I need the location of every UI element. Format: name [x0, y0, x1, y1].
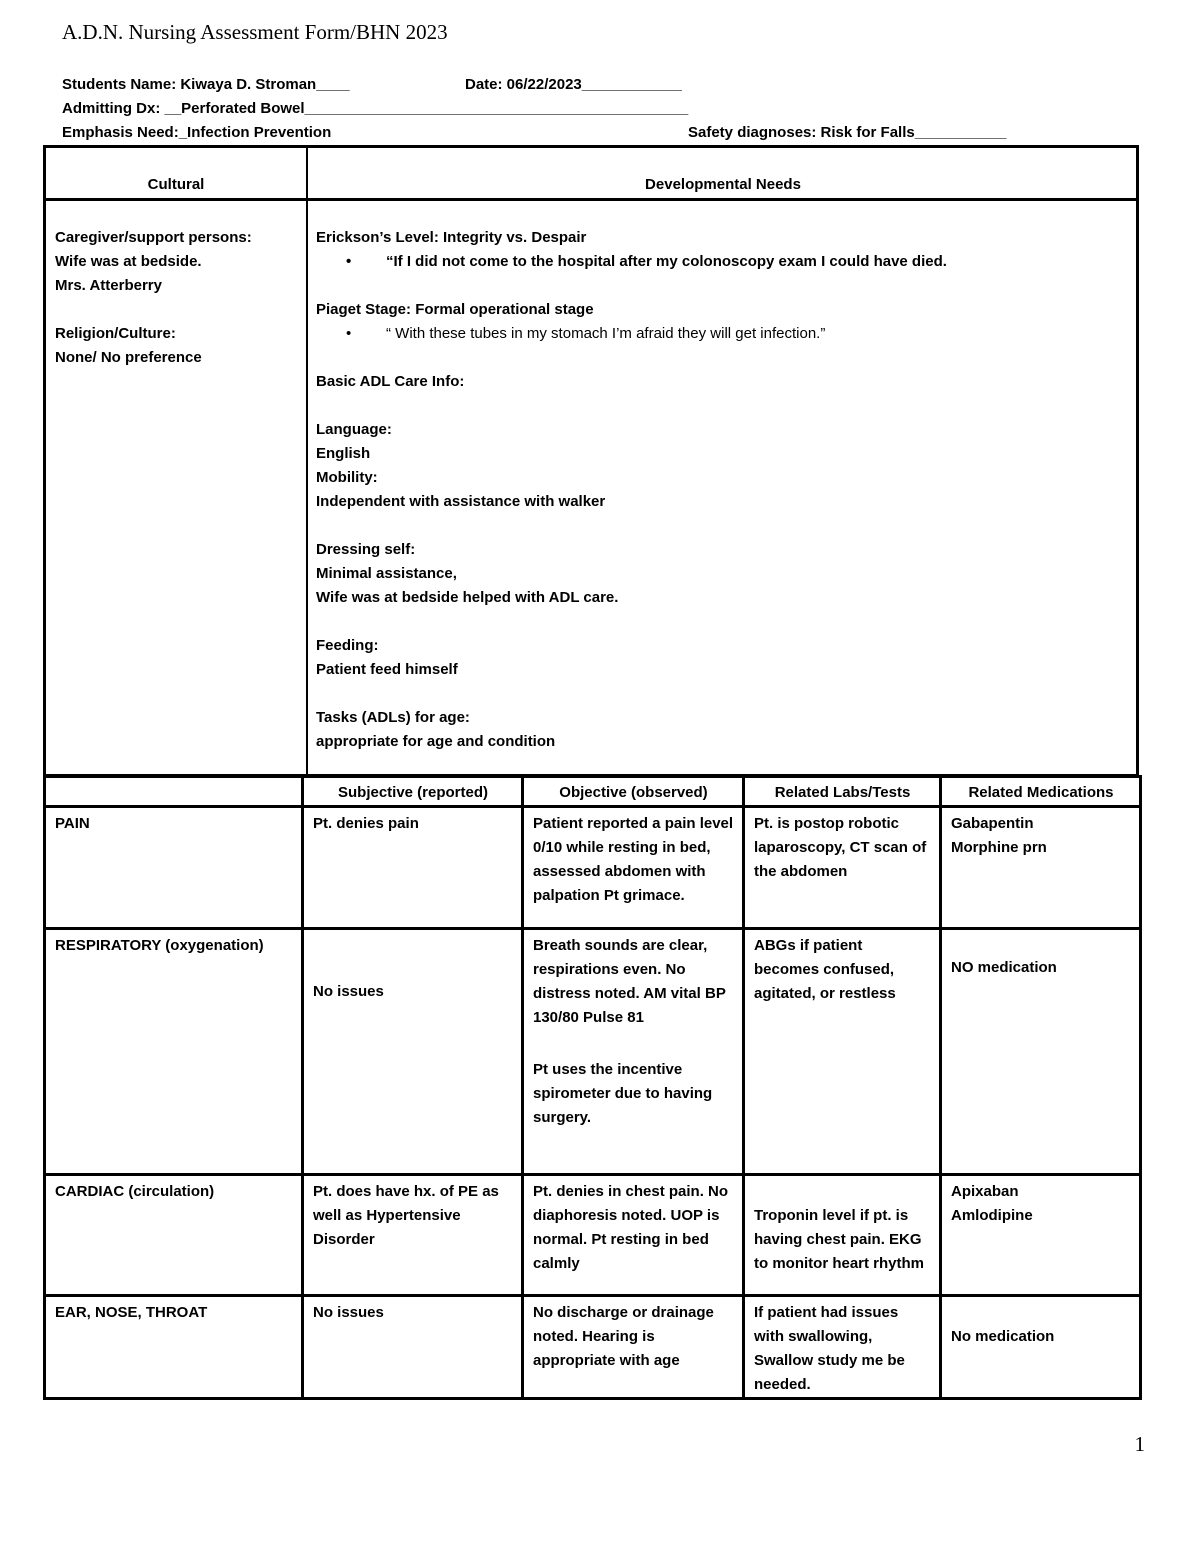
erickson-level: Erickson’s Level: Integrity vs. Despair	[316, 229, 587, 246]
cultural-header: Cultural	[147, 176, 205, 193]
table-row-cardiac	[45, 1175, 1141, 1296]
medications-cell: NO medication	[941, 929, 1141, 1175]
objective-cell	[523, 929, 744, 1175]
objective-cell: No discharge or drainage noted. Hearing is appropriate with age	[523, 1296, 744, 1399]
grid-header-row	[45, 777, 1141, 807]
header-labs: Related Labs/Tests	[744, 777, 941, 807]
medications-cell: Apixaban Amlodipine	[941, 1175, 1141, 1296]
header-objective: Objective (observed)	[523, 777, 744, 807]
erickson-quote: “If I did not come to the hospital after my colonoscopy exam I could have died.	[386, 253, 947, 270]
table-row-ent	[45, 1296, 1141, 1399]
bullet-icon: •	[346, 253, 352, 270]
objective-cell: Pt. denies in chest pain. No diaphoresis noted. UOP is normal. Pt resting in bed calmly	[523, 1175, 744, 1296]
header-medications: Related Medications	[941, 777, 1141, 807]
bullet-icon: •	[346, 325, 352, 342]
table-row-pain	[45, 807, 1141, 929]
piaget-quote-item	[316, 322, 1131, 346]
labs-cell: Troponin level if pt. is having chest pain. EKG to monitor heart rhythm	[744, 1175, 941, 1296]
medications-cell: Gabapentin Morphine prn	[941, 807, 1141, 929]
table-row-respiratory	[45, 929, 1141, 1175]
subjective-cell: Pt. denies pain	[303, 807, 523, 929]
cultural-cell: Caregiver/support persons: Wife was at bedside. Mrs. Atterberry Religion/Culture: None/ No preference	[55, 229, 252, 366]
labs-cell: Pt. is postop robotic laparoscopy, CT scan of the abdomen	[744, 807, 941, 929]
category-cell: CARDIAC (circulation)	[45, 1175, 303, 1296]
labs-cell: ABGs if patient becomes confused, agitated, or restless	[744, 929, 941, 1175]
safety-diagnoses: Safety diagnoses: Risk for Falls___________	[688, 124, 1007, 141]
medications-cell: No medication	[941, 1296, 1141, 1399]
category-cell: RESPIRATORY (oxygenation)	[45, 929, 303, 1175]
header-cell-blank	[45, 777, 303, 807]
objective-text-2: Pt uses the incentive spirometer due to having surgery.	[533, 1061, 713, 1126]
objective-cell: Patient reported a pain level 0/10 while resting in bed, assessed abdomen with palpation Pt grimace.	[523, 807, 744, 929]
document-title: A.D.N. Nursing Assessment Form/BHN 2023	[62, 20, 448, 44]
subjective-cell: Pt. does have hx. of PE as well as Hypertensive Disorder	[303, 1175, 523, 1296]
student-name: Students Name: Kiwaya D. Stroman____	[62, 76, 350, 93]
header-subjective: Subjective (reported)	[303, 777, 523, 807]
piaget-stage: Piaget Stage: Formal operational stage	[316, 301, 594, 318]
assessment-date: Date: 06/22/2023____________	[465, 76, 682, 93]
cultural-developmental-table	[43, 145, 1139, 777]
subjective-cell: No issues	[303, 929, 523, 1175]
developmental-needs-header: Developmental Needs	[645, 176, 801, 193]
table-header-row	[46, 148, 1136, 201]
adl-care-info: Basic ADL Care Info: Language: English Mobility: Independent with assistance with walker Dressing self: Minimal assistance, Wife was at bedside helped with ADL care. Feeding: Patient feed himself Tasks (ADLs) for age: appropriate for age and condition	[316, 373, 619, 750]
category-cell: EAR, NOSE, THROAT	[45, 1296, 303, 1399]
erickson-quote-item	[316, 250, 1131, 274]
subjective-cell: No issues	[303, 1296, 523, 1399]
piaget-quote: “ With these tubes in my stomach I’m afraid they will get infection.”	[386, 325, 826, 342]
category-cell: PAIN	[45, 807, 303, 929]
objective-text: Breath sounds are clear, respirations even. No distress noted. AM vital BP 130/80 Pulse 81	[533, 937, 726, 1026]
column-divider	[306, 148, 308, 774]
assessment-grid	[43, 775, 1142, 1400]
developmental-cell	[316, 226, 1131, 754]
page-number: 1	[1134, 1432, 1145, 1456]
labs-cell: If patient had issues with swallowing, Swallow study me be needed.	[744, 1296, 941, 1399]
emphasis-need: Emphasis Need:_Infection Prevention	[62, 124, 332, 141]
admitting-diagnosis: Admitting Dx: __Perforated Bowel______________________________________________	[62, 100, 689, 117]
